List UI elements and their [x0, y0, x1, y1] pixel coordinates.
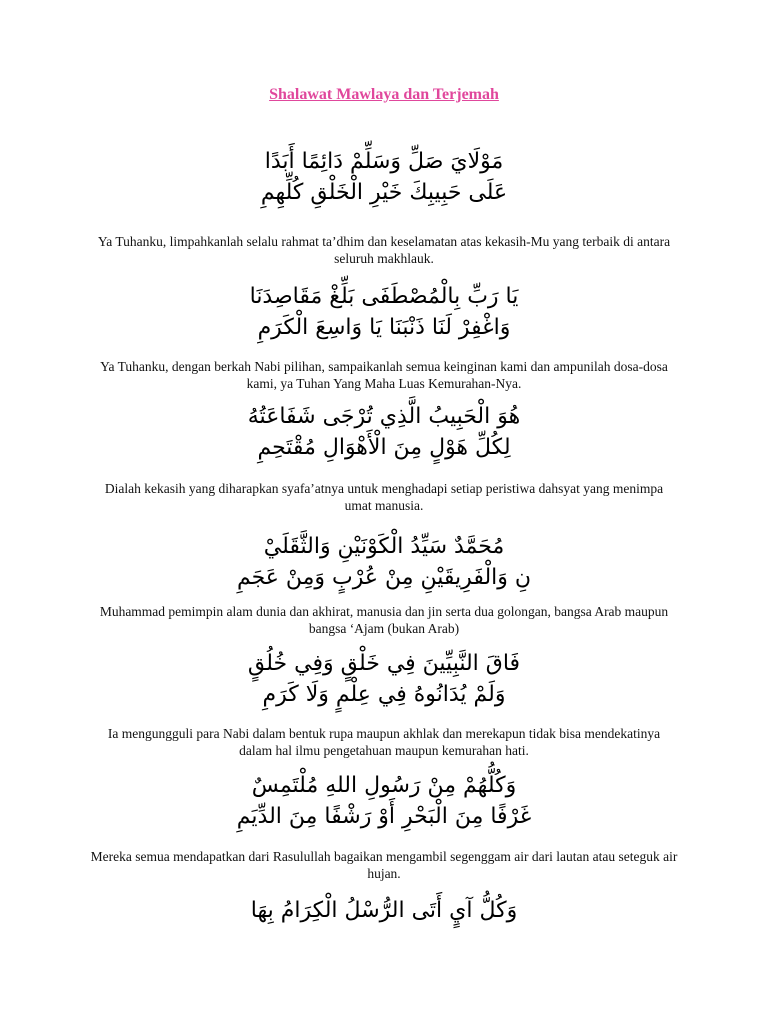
arabic-line: وَكُلُّهُمْ مِنْ رَسُولِ اللهِ مُلْتَمِسٌ	[251, 773, 517, 798]
verse-5-translation: Ia mengungguli para Nabi dalam bentuk rupa maupun akhlak dan merekapun tidak bisa mendekatinya dalam hal ilmu pengetahuan maupun kemurahan hati.	[107, 726, 661, 758]
arabic-line: فَاقَ النَّبِيِّينَ فِي خَلْقٍ وَفِي خُلُقٍ	[247, 651, 521, 676]
arabic-line: عَلَى حَبِيبِكَ خَيْرِ الْخَلْقِ كُلِّهِمِ	[260, 180, 508, 205]
verse-1-translation: Ya Tuhanku, limpahkanlah selalu rahmat ta’dhim dan keselamatan atas kekasih-Mu yang terbaik di antara seluruh makhlauk.	[97, 234, 671, 266]
verse-5-arabic	[0, 648, 768, 710]
verse-3-translation: Dialah kekasih yang diharapkan syafa’atnya untuk menghadapi setiap peristiwa dahsyat yang menimpa umat manusia.	[104, 481, 664, 513]
verse-4-arabic	[0, 531, 768, 593]
verse-6-arabic	[0, 770, 768, 832]
arabic-line: وَكُلُّ آيٍ أَتَى الرُّسْلُ الْكِرَامُ بِهَا	[250, 898, 518, 923]
arabic-line: غَرْفًا مِنَ الْبَحْرِ أَوْ رَشْفًا مِنَ الدِّيَمِ	[236, 804, 532, 829]
arabic-line: وَلَمْ يُدَانُوهُ فِي عِلْمٍ وَلَا كَرَمِ	[262, 682, 506, 707]
arabic-line: يَا رَبِّ بِالْمُصْطَفَى بَلِّغْ مَقَاصِدَنَا	[249, 284, 519, 309]
verse-7-arabic	[0, 895, 768, 926]
arabic-line: لِكُلِّ هَوْلٍ مِنَ الْأَهْوَالِ مُقْتَحِمِ	[257, 435, 511, 460]
verse-3-arabic	[0, 401, 768, 463]
arabic-line: مَوْلَايَ صَلِّ وَسَلِّمْ دَائِمًا أَبَدًا	[264, 149, 504, 174]
arabic-line: نِ وَالْفَرِيقَيْنِ مِنْ عُرْبٍ وَمِنْ عَجَمِ	[236, 565, 532, 590]
verse-2-arabic	[0, 281, 768, 343]
verse-2-translation: Ya Tuhanku, dengan berkah Nabi pilihan, sampaikanlah semua keinginan kami dan ampunilah dosa-dosa kami, ya Tuhan Yang Maha Luas Kemurahan-Nya.	[100, 359, 668, 391]
arabic-line: هُوَ الْحَبِيبُ الَّذِي تُرْجَى شَفَاعَتُهُ	[247, 404, 521, 429]
arabic-line: مُحَمَّدٌ سَيِّدُ الْكَوْنَيْنِ وَالثَّقَلَيْ	[263, 534, 505, 559]
verse-6-translation: Mereka semua mendapatkan dari Rasulullah bagaikan mengambil segenggam air dari lautan atau seteguk air hujan.	[90, 849, 678, 881]
verse-4-translation: Muhammad pemimpin alam dunia dan akhirat, manusia dan jin serta dua golongan, bangsa Arab maupun bangsa ‘Ajam (bukan Arab)	[99, 604, 669, 636]
document-title: Shalawat Mawlaya dan Terjemah	[269, 86, 499, 103]
arabic-line: وَاغْفِرْ لَنَا ذَنْبَنَا يَا وَاسِعَ الْكَرَمِ	[257, 315, 511, 340]
verse-1-arabic	[0, 146, 768, 208]
